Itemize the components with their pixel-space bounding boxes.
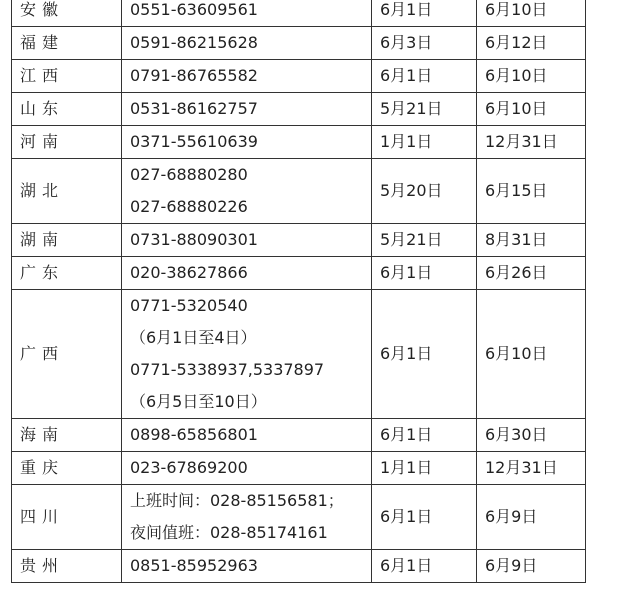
phone-cell: [122, 485, 372, 550]
province-cell: 河南: [12, 126, 122, 159]
start-date-cell: 5月21日: [372, 93, 477, 126]
province-cell: 四川: [12, 485, 122, 550]
end-date-cell: 6月15日: [477, 159, 586, 224]
phone-cell: [122, 257, 372, 290]
phone-cell: [122, 126, 372, 159]
table-row: [12, 27, 586, 60]
phone-line: 夜间值班：028-85174161: [130, 523, 328, 542]
end-date-cell: 6月10日: [477, 60, 586, 93]
province-cell: 福建: [12, 27, 122, 60]
phone-line: 上班时间：028-85156581；: [130, 491, 344, 510]
end-date-cell: 6月9日: [477, 485, 586, 550]
phone-cell: [122, 159, 372, 224]
end-date-cell: 6月30日: [477, 419, 586, 452]
table-row: [12, 290, 586, 419]
province-cell: 贵州: [12, 550, 122, 583]
end-date-cell: 6月12日: [477, 27, 586, 60]
phone-cell: [122, 224, 372, 257]
table-row: [12, 485, 586, 550]
start-date-cell: 6月1日: [372, 257, 477, 290]
province-cell: 广东: [12, 257, 122, 290]
phone-cell: [122, 550, 372, 583]
phone-line: 0898-65856801: [130, 425, 258, 444]
phone-line: 027-68880226: [130, 197, 248, 216]
table-row: [12, 159, 586, 224]
table-row: [12, 0, 586, 27]
start-date-cell: 6月1日: [372, 290, 477, 419]
table-row: [12, 60, 586, 93]
phone-line: （6月1日至4日）: [130, 328, 257, 347]
phone-cell: [122, 60, 372, 93]
province-cell: 湖北: [12, 159, 122, 224]
province-cell: 江西: [12, 60, 122, 93]
start-date-cell: 6月1日: [372, 0, 477, 27]
phone-line: 020-38627866: [130, 263, 248, 282]
start-date-cell: 1月1日: [372, 452, 477, 485]
start-date-cell: 6月1日: [372, 485, 477, 550]
province-cell: 广西: [12, 290, 122, 419]
province-cell: 山东: [12, 93, 122, 126]
end-date-cell: 12月31日: [477, 452, 586, 485]
phone-line: 0591-86215628: [130, 33, 258, 52]
end-date-cell: 6月10日: [477, 290, 586, 419]
table-row: [12, 452, 586, 485]
start-date-cell: 6月1日: [372, 550, 477, 583]
table-row: [12, 257, 586, 290]
end-date-cell: 12月31日: [477, 126, 586, 159]
table-row: [12, 224, 586, 257]
phone-line: 0531-86162757: [130, 99, 258, 118]
phone-line: （6月5日至10日）: [130, 392, 267, 411]
phone-line: 027-68880280: [130, 165, 248, 184]
phone-line: 0771-5338937,5337897: [130, 360, 325, 379]
end-date-cell: 6月9日: [477, 550, 586, 583]
start-date-cell: 6月1日: [372, 419, 477, 452]
start-date-cell: 1月1日: [372, 126, 477, 159]
end-date-cell: 6月26日: [477, 257, 586, 290]
start-date-cell: 5月20日: [372, 159, 477, 224]
phone-line: 0731-88090301: [130, 230, 258, 249]
end-date-cell: 6月10日: [477, 0, 586, 27]
hotline-table: [11, 0, 586, 583]
phone-line: 0771-5320540: [130, 296, 248, 315]
phone-cell: [122, 452, 372, 485]
province-cell: 重庆: [12, 452, 122, 485]
phone-cell: [122, 419, 372, 452]
table-body: [12, 0, 586, 583]
province-cell: 湖南: [12, 224, 122, 257]
phone-cell: [122, 0, 372, 27]
end-date-cell: 6月10日: [477, 93, 586, 126]
phone-line: 0371-55610639: [130, 132, 258, 151]
phone-line: 0851-85952963: [130, 556, 258, 575]
start-date-cell: 6月1日: [372, 60, 477, 93]
end-date-cell: 8月31日: [477, 224, 586, 257]
start-date-cell: 5月21日: [372, 224, 477, 257]
phone-line: 023-67869200: [130, 458, 248, 477]
table-row: [12, 419, 586, 452]
start-date-cell: 6月3日: [372, 27, 477, 60]
table-row: [12, 93, 586, 126]
phone-cell: [122, 93, 372, 126]
phone-line: 0551-63609561: [130, 0, 258, 19]
province-cell: 安徽: [12, 0, 122, 27]
table-row: [12, 550, 586, 583]
phone-cell: [122, 27, 372, 60]
phone-cell: [122, 290, 372, 419]
table-row: [12, 126, 586, 159]
province-cell: 海南: [12, 419, 122, 452]
phone-line: 0791-86765582: [130, 66, 258, 85]
